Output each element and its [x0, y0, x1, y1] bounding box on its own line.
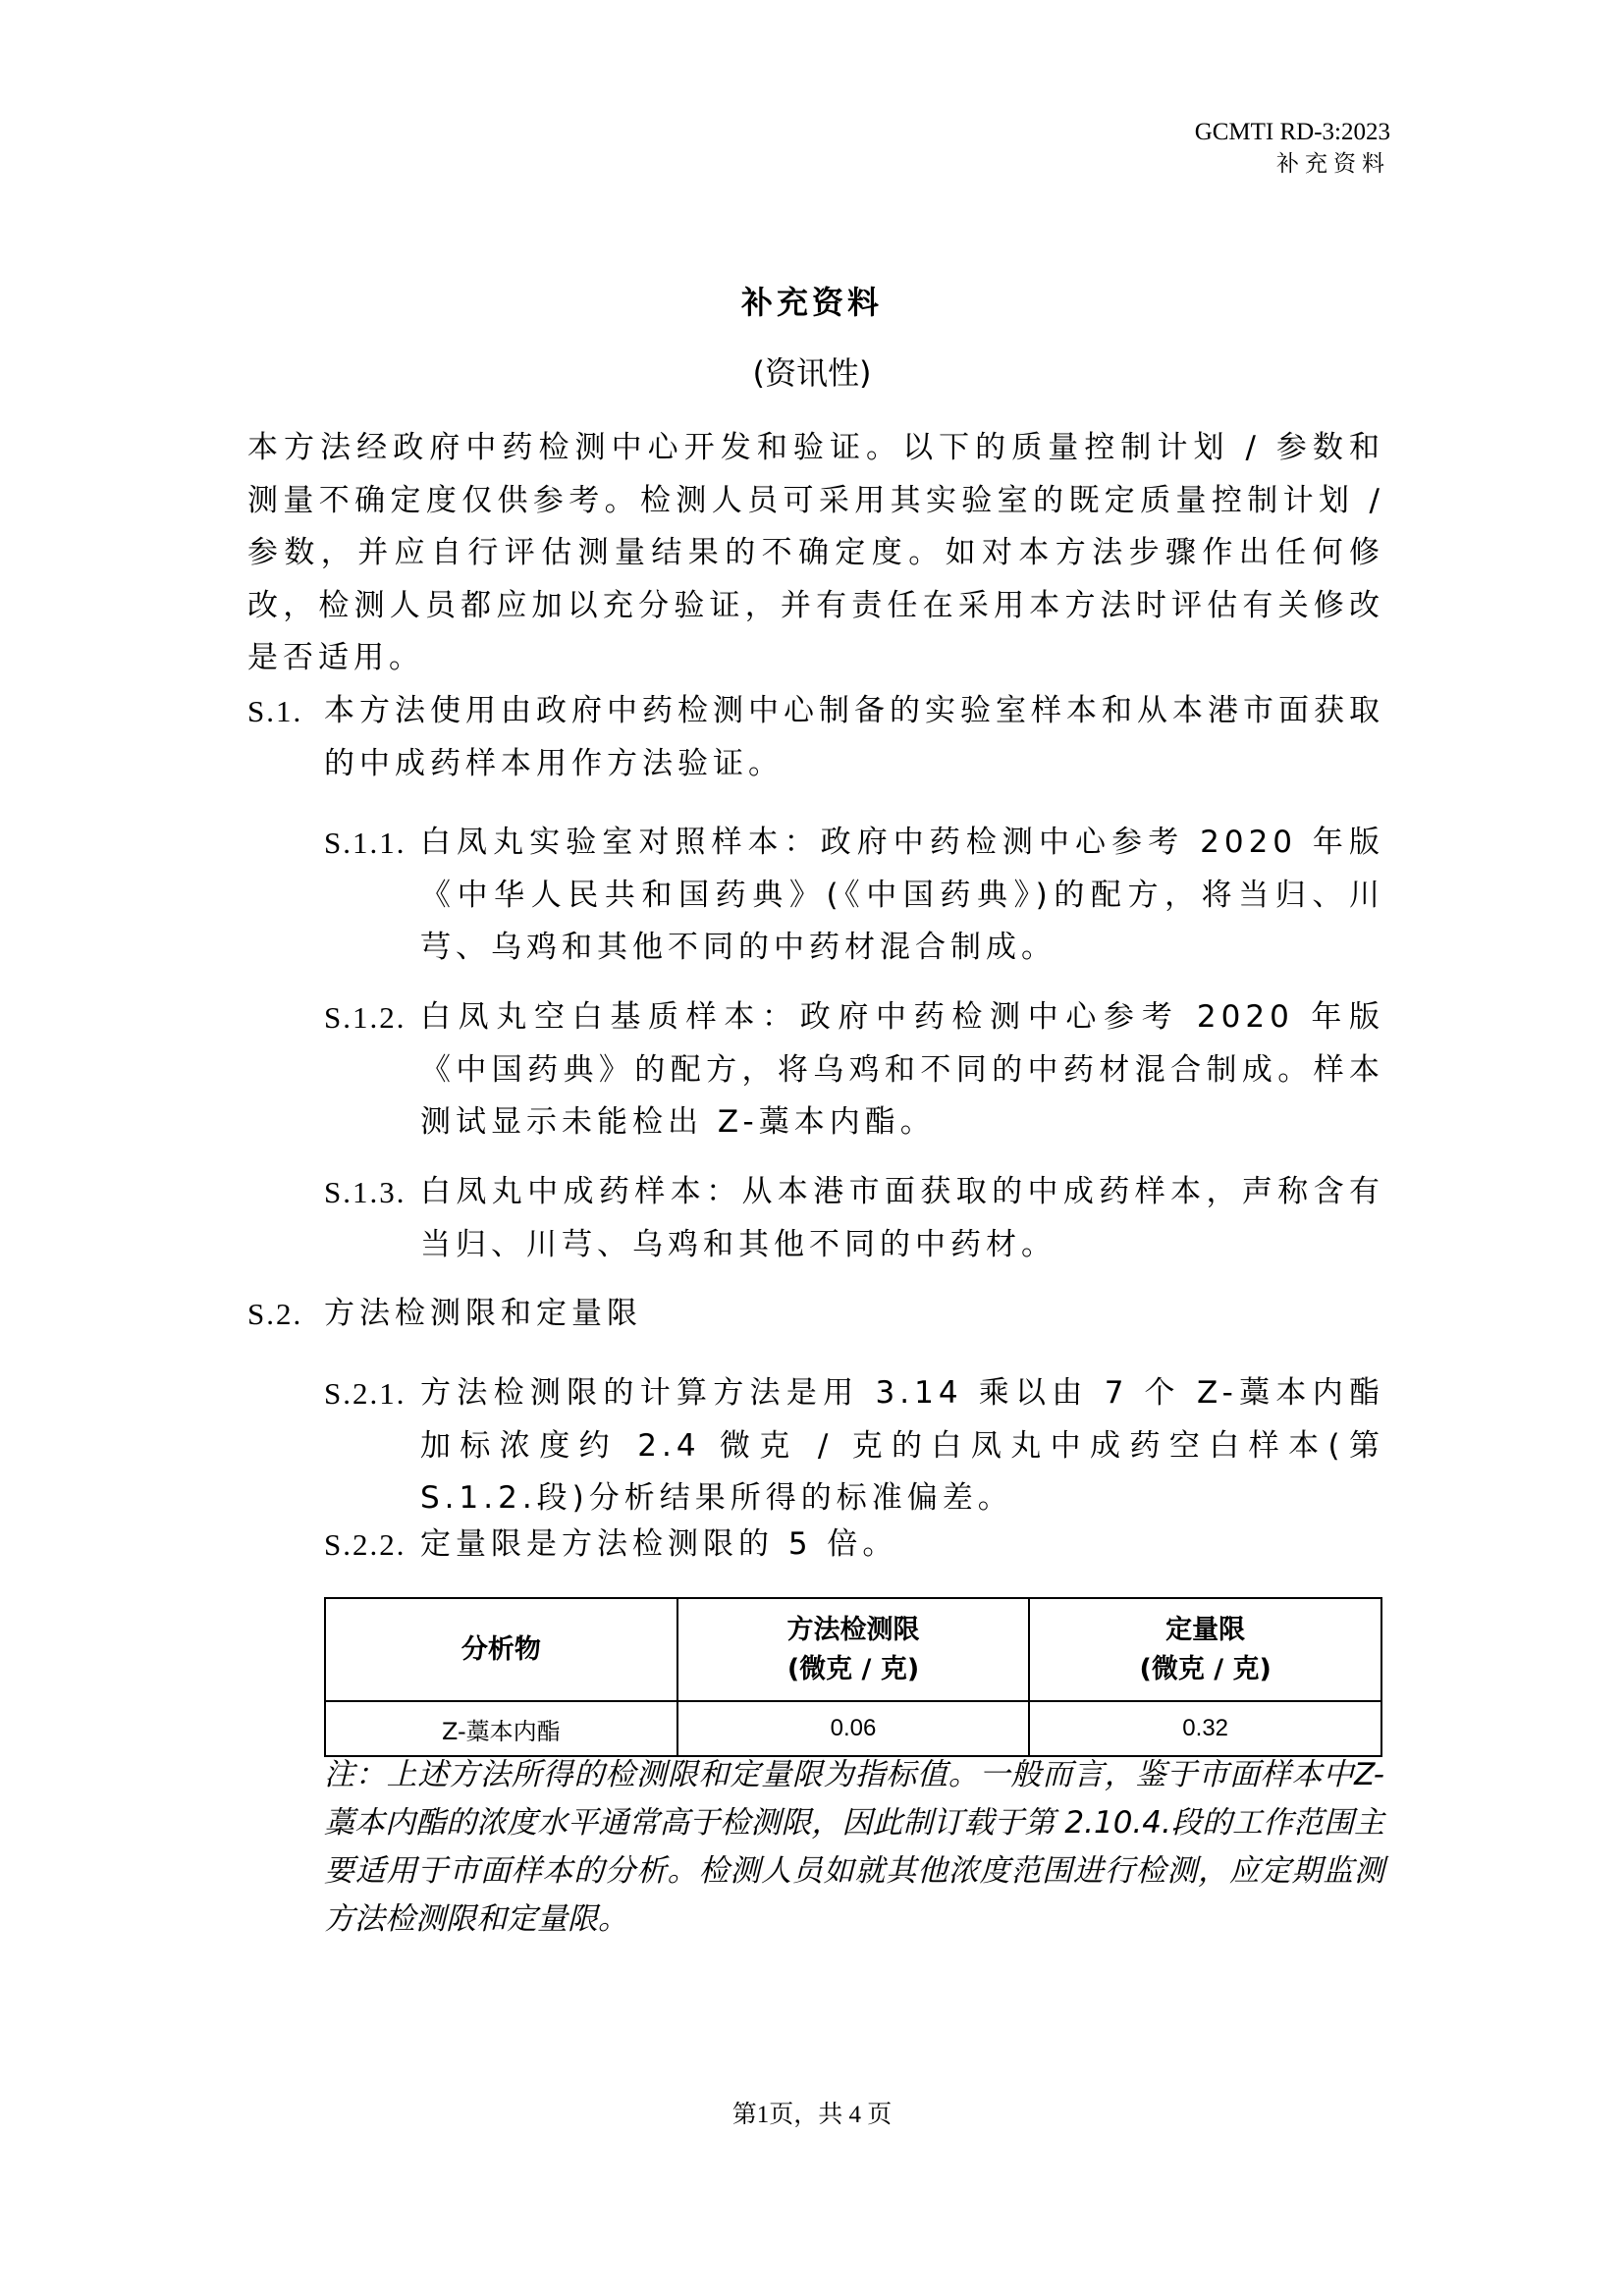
page-footer: 第1页，共 4 页 [731, 2102, 893, 2128]
table-header-lod: 方法检测限 (微克 / 克) [677, 1598, 1030, 1701]
item-text-s1-2: 白凤丸空白基质样本：政府中药检测中心参考 2020 年版《中国药典》的配方，将乌鸡和不同的中药材混合制成。样本测试显示未能检出 Z-藁本内酯。 [420, 999, 1384, 1140]
item-text-s1-3: 白凤丸中成药样本：从本港市面获取的中成药样本，声称含有当归、川芎、乌鸡和其他不同的中药材。 [420, 1174, 1384, 1262]
item-text-s2-1: 方法检测限的计算方法是用 3.14 乘以由 7 个 Z-藁本内酯加标浓度约 2.4 微克 / 克的白凤丸中成药空白样本(第S.1.2.段)分析结果所得的标准偏差。 [420, 1375, 1384, 1516]
item-text-s1-1: 白凤丸实验室对照样本：政府中药检测中心参考 2020 年版《中华人民共和国药典》(《中国药典》)的配方，将当归、川芎、乌鸡和其他不同的中药材混合制成。 [420, 825, 1384, 965]
page-title: 补充资料 [740, 284, 883, 321]
section-number-s2: S.2. [247, 1297, 303, 1331]
section-text-s1: 本方法使用由政府中药检测中心制备的实验室样本和从本港市面获取的中成药样本用作方法验证。 [324, 693, 1384, 781]
table-cell-lod: 0.06 [677, 1701, 1030, 1756]
table-cell-loq: 0.32 [1029, 1701, 1381, 1756]
table-cell-analyte: Z-藁本内酯 [325, 1701, 677, 1756]
table-row [325, 1701, 1381, 1756]
table-header-analyte: 分析物 [325, 1598, 677, 1701]
item-number-s2-2: S.2.2. [324, 1527, 406, 1562]
document-section-label: 补充资料 [1276, 151, 1390, 177]
section-number-s1: S.1. [247, 694, 303, 728]
running-header [1195, 116, 1390, 181]
item-number-s1-2: S.1.2. [324, 1000, 406, 1035]
page-subtitle: (资讯性) [752, 354, 872, 392]
document-code: GCMTI RD-3:2023 [1194, 119, 1390, 145]
intro-paragraph: 本方法经政府中药检测中心开发和验证。以下的质量控制计划 / 参数和测量不确定度仅供参考。检测人员可采用其实验室的既定质量控制计划 / 参数，并应自行评估测量结果的不确定度。如对本方法步骤作出任何修改，检测人员都应加以充分验证，并有责任在采用本方法时评估有关修改是否适用。 [247, 430, 1384, 675]
item-number-s1-1: S.1.1. [324, 826, 406, 860]
table-note: 注：上述方法所得的检测限和定量限为指标值。一般而言，鉴于市面样本中Z-藁本内酯的浓度水平通常高于检测限，因此制订载于第 2.10.4.段的工作范围主要适用于市面样本的分析。检测人员如就其他浓度范围进行检测，应定期监测方法检测限和定量限。 [324, 1757, 1384, 1937]
item-number-s2-1: S.2.1. [324, 1376, 406, 1411]
table-header-loq: 定量限 (微克 / 克) [1029, 1598, 1381, 1701]
detection-limit-table [324, 1597, 1382, 1757]
item-number-s1-3: S.1.3. [324, 1175, 406, 1209]
table-header-row [325, 1598, 1381, 1701]
item-text-s2-2: 定量限是方法检测限的 5 倍。 [420, 1526, 898, 1562]
section-text-s2: 方法检测限和定量限 [324, 1296, 642, 1331]
